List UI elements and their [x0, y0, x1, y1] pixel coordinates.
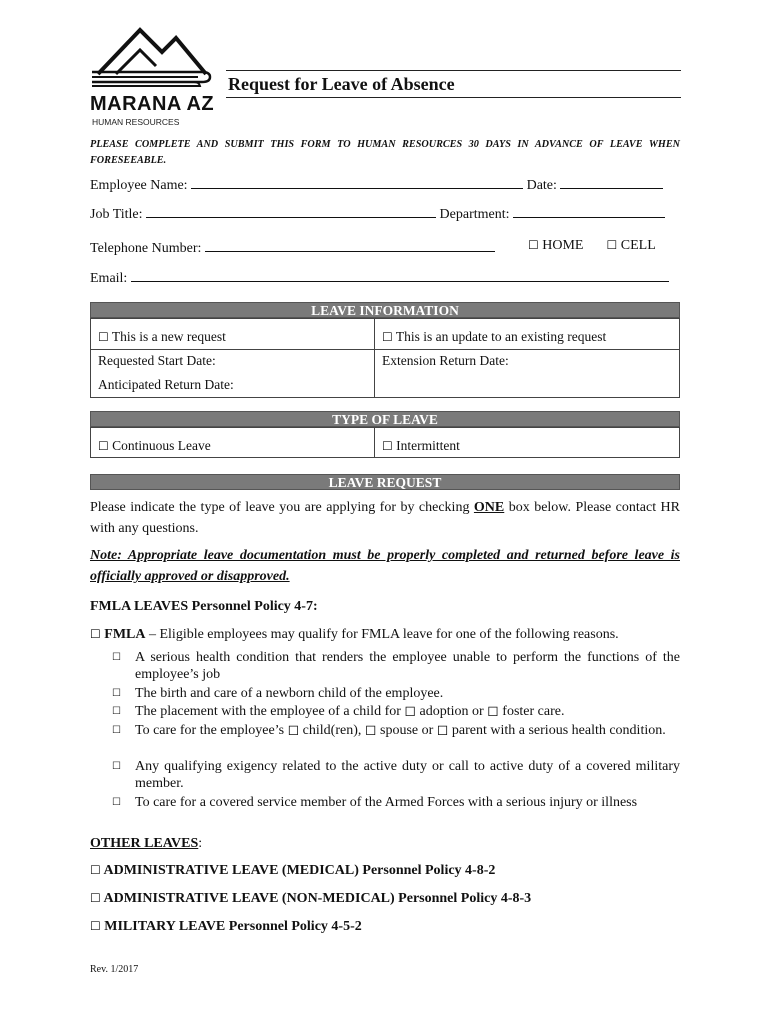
admin-medical-option[interactable] [90, 863, 495, 879]
department-field[interactable] [513, 204, 665, 218]
new-request-label: This is a new request [111, 329, 226, 344]
fmla-option[interactable] [90, 627, 619, 643]
job-title-field[interactable] [146, 204, 436, 218]
title-rule-top [226, 70, 681, 71]
military-leave-checkbox[interactable]: ☐ [90, 919, 101, 933]
admin-non-medical-checkbox[interactable]: ☐ [90, 891, 101, 905]
reason-checkbox[interactable]: ☐ [112, 652, 121, 663]
intermittent-checkbox[interactable]: ☐ [382, 439, 393, 453]
leave-information-table [90, 318, 680, 398]
fmla-description: – Eligible employees may qualify for FMLA leave for one of the following reasons. [145, 627, 619, 642]
new-request-checkbox[interactable]: ☐ [98, 330, 109, 344]
reason-checkbox[interactable]: ☐ [112, 706, 121, 717]
instructions-text: PLEASE COMPLETE AND SUBMIT THIS FORM TO HUMAN RESOURCES 30 DAYS IN ADVANCE OF LEAVE WHEN FORESEEABLE. [90, 139, 680, 166]
update-request-label: This is an update to an existing request [395, 329, 607, 344]
mountain-logo-icon [90, 24, 215, 92]
admin-non-medical-label: ADMINISTRATIVE LEAVE (NON-MEDICAL) Personnel Policy 4-8-3 [103, 891, 532, 906]
reason-checkbox[interactable]: ☐ [112, 688, 121, 699]
row-divider [91, 349, 679, 350]
employee-name-label: Employee Name: [90, 178, 188, 193]
brand-name: MARANA AZ [90, 93, 215, 115]
start-date-label: Requested Start Date: [98, 353, 216, 368]
email-label: Email: [90, 271, 128, 286]
home-checkbox[interactable]: ☐ [528, 238, 539, 252]
fmla-reason-item[interactable] [112, 685, 680, 702]
brand-subtitle: HUMAN RESOURCES [92, 117, 180, 127]
update-request-checkbox[interactable]: ☐ [382, 330, 393, 344]
email-row [90, 268, 669, 287]
fmla-reason-item[interactable] [112, 703, 680, 720]
fmla-reason-item[interactable] [112, 649, 680, 683]
reason-checkbox[interactable]: ☐ [112, 761, 121, 772]
intermittent-label: Intermittent [396, 438, 460, 453]
employee-name-field[interactable] [191, 175, 523, 189]
new-request-option[interactable] [98, 329, 226, 345]
department-label: Department: [439, 207, 510, 222]
extension-return-label: Extension Return Date: [382, 353, 509, 368]
anticipated-return-label: Anticipated Return Date: [98, 377, 234, 392]
revision-footer: Rev. 1/2017 [90, 964, 139, 975]
fmla-reason-item[interactable] [112, 758, 680, 792]
fmla-checkbox[interactable]: ☐ [90, 627, 101, 641]
other-leaves-heading [90, 836, 202, 852]
telephone-row [90, 238, 495, 257]
phone-type-options [528, 238, 656, 254]
job-title-row [90, 204, 665, 223]
documentation-note: Note: Appropriate leave documentation must be properly completed and returned before leave is officially approved or disapproved. [90, 548, 680, 584]
other-leaves-colon: : [198, 836, 203, 851]
continuous-leave-option[interactable] [98, 438, 211, 454]
cell-checkbox[interactable]: ☐ [606, 238, 618, 252]
column-divider [374, 319, 375, 397]
date-label: Date: [526, 178, 557, 193]
email-field[interactable] [131, 268, 669, 282]
telephone-label: Telephone Number: [90, 241, 202, 256]
date-field[interactable] [560, 175, 663, 189]
reason-text: A serious health condition that renders the employee unable to perform the functions of the employee’s job [135, 650, 680, 682]
instructions-part-2: box below. Please contact HR with any questions. [90, 500, 681, 536]
fmla-label: FMLA [104, 627, 146, 642]
fmla-heading: FMLA LEAVES Personnel Policy 4-7: [90, 599, 318, 614]
marana-logo [90, 24, 220, 127]
fmla-reason-item[interactable] [112, 722, 680, 756]
other-leaves-title: OTHER LEAVES [90, 836, 199, 851]
reason-text: The birth and care of a newborn child of the employee. [135, 686, 444, 701]
reason-text: The placement with the employee of a child for ◻ adoption or ◻ foster care. [135, 704, 565, 719]
military-leave-option[interactable] [90, 919, 362, 935]
continuous-checkbox[interactable]: ☐ [98, 439, 109, 453]
type-of-leave-heading: TYPE OF LEAVE [90, 411, 680, 427]
admin-medical-checkbox[interactable]: ☐ [90, 863, 101, 877]
admin-non-medical-option[interactable] [90, 891, 531, 907]
fmla-reason-item[interactable] [112, 794, 680, 828]
telephone-field[interactable] [205, 238, 495, 252]
reason-checkbox[interactable]: ☐ [112, 797, 121, 808]
reason-text: Any qualifying exigency related to the active duty or call to active duty of a covered military member. [135, 759, 680, 791]
intermittent-leave-option[interactable] [382, 438, 460, 454]
title-rule-bottom [226, 97, 681, 98]
job-title-label: Job Title: [90, 207, 143, 222]
leave-request-heading: LEAVE REQUEST [90, 474, 680, 490]
reason-text: To care for the employee’s ◻ child(ren), ◻ spouse or ◻ parent with a serious health condition. [135, 723, 666, 738]
reason-checkbox[interactable]: ☐ [112, 725, 121, 736]
type-of-leave-table [90, 427, 680, 458]
leave-request-instructions [90, 497, 680, 539]
home-label: HOME [542, 238, 584, 253]
reason-text: To care for a covered service member of the Armed Forces with a serious injury or illness [135, 795, 638, 810]
cell-label: CELL [620, 238, 656, 253]
admin-medical-label: ADMINISTRATIVE LEAVE (MEDICAL) Personnel Policy 4-8-2 [103, 863, 496, 878]
instructions-part-1: Please indicate the type of leave you are applying for by checking [90, 500, 470, 515]
continuous-label: Continuous Leave [112, 438, 211, 453]
employee-name-row [90, 175, 663, 194]
page-title: Request for Leave of Absence [228, 74, 455, 94]
update-request-option[interactable] [382, 329, 606, 345]
military-leave-label: MILITARY LEAVE Personnel Policy 4-5-2 [104, 919, 362, 934]
leave-information-heading: LEAVE INFORMATION [90, 302, 680, 318]
column-divider [374, 428, 375, 457]
one-emphasis: ONE [473, 500, 505, 515]
